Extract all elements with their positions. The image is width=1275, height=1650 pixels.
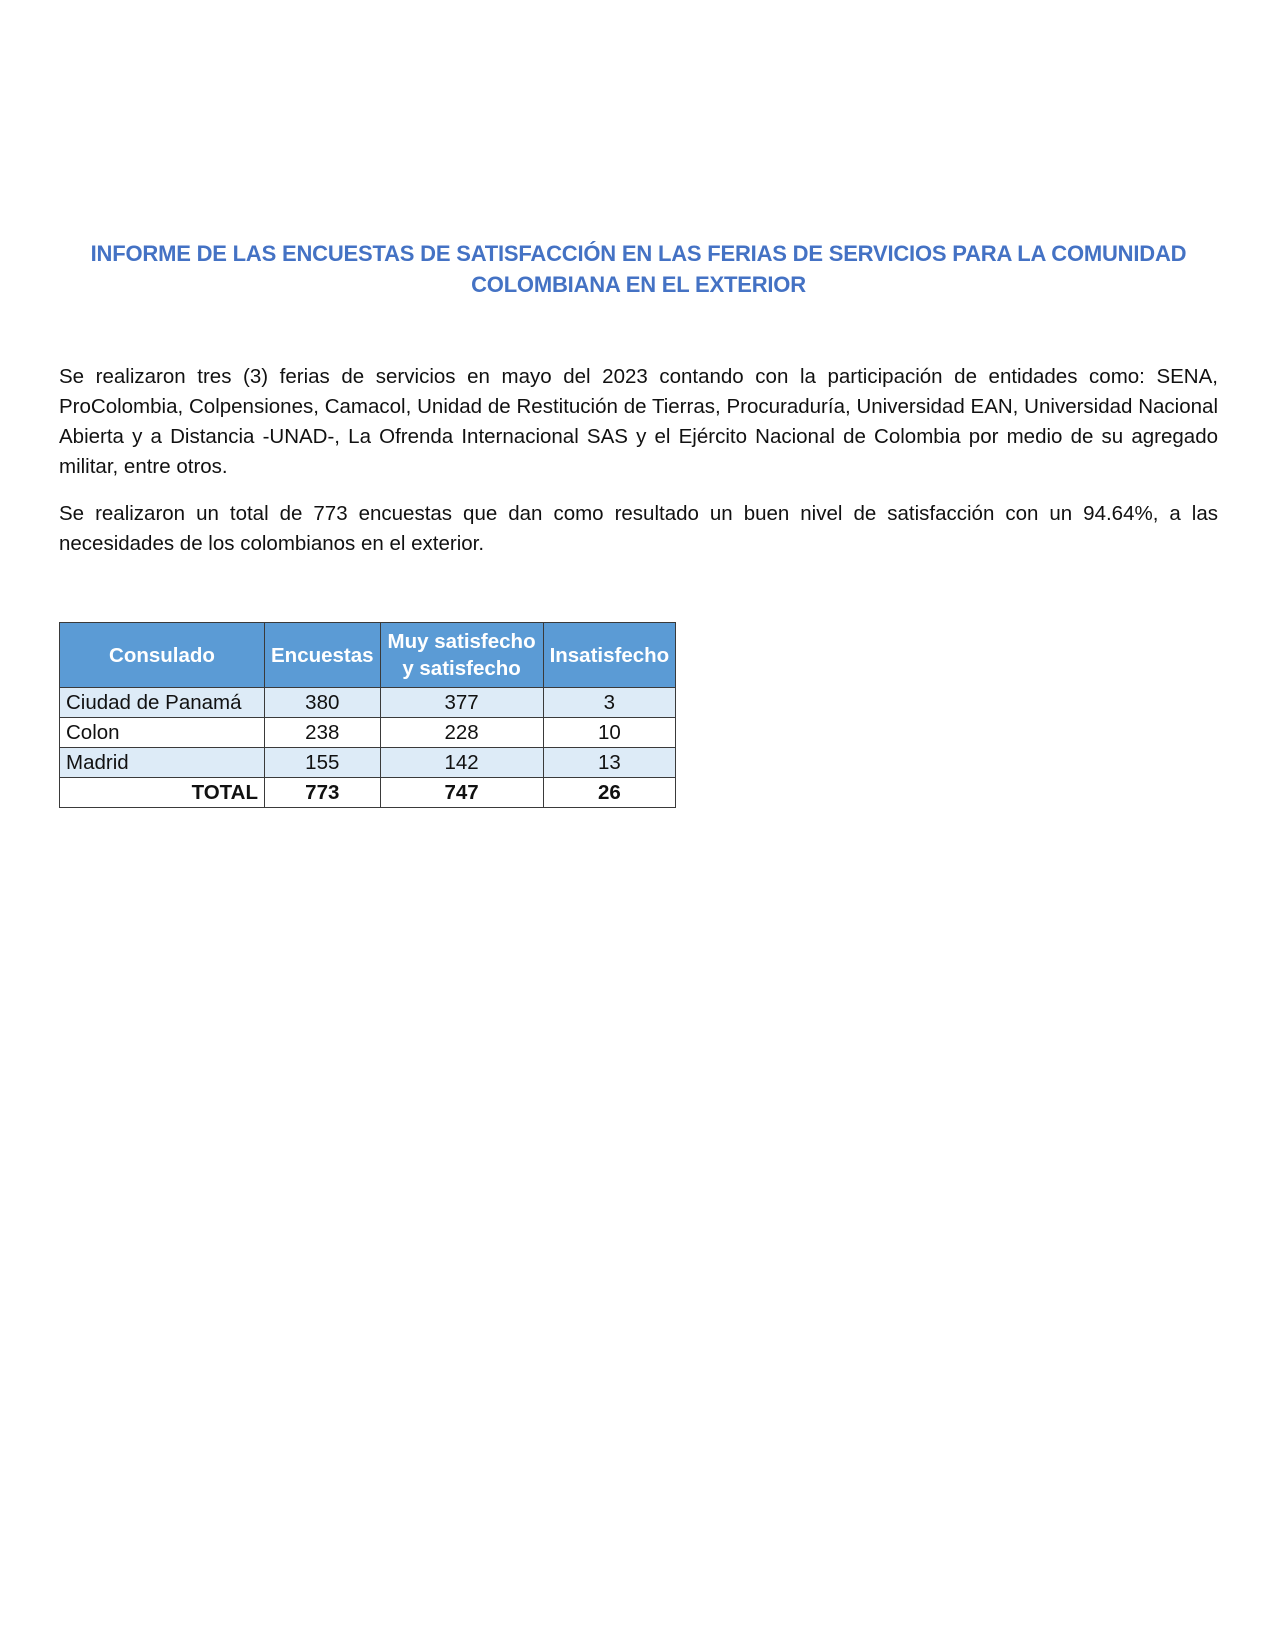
header-insatisfecho: Insatisfecho: [543, 623, 676, 688]
header-encuestas: Encuestas: [265, 623, 381, 688]
cell-consulado: Colon: [60, 718, 265, 748]
results-paragraph: Se realizaron un total de 773 encuestas que dan como resultado un buen nivel de satisfacción con un 94.64%, a las necesidades de los colombianos en el exterior.: [59, 502, 1218, 555]
header-consulado: Consulado: [60, 623, 265, 688]
total-satisfecho: 747: [380, 778, 543, 808]
cell-encuestas: 380: [265, 688, 381, 718]
cell-insatisfecho: 13: [543, 748, 676, 778]
table-row: [60, 748, 676, 778]
total-encuestas: 773: [265, 778, 381, 808]
cell-encuestas: 238: [265, 718, 381, 748]
cell-satisfecho: 377: [380, 688, 543, 718]
cell-consulado: Ciudad de Panamá: [60, 688, 265, 718]
table-row: [60, 718, 676, 748]
report-title-line-2: COLOMBIANA EN EL EXTERIOR: [471, 272, 806, 297]
total-insatisfecho: 26: [543, 778, 676, 808]
report-title: [59, 238, 1218, 300]
table-total-row: [60, 778, 676, 808]
header-satisfecho: Muy satisfecho y satisfecho: [380, 623, 543, 688]
intro-paragraph: Se realizaron tres (3) ferias de servicios en mayo del 2023 contando con la participación de entidades como: SENA, ProColombia, Colpensiones, Camacol, Unidad de Restitución de Tierras, Procuraduría, Universidad EAN, Universidad Nacional Abierta y a Distancia -UNAD-, La Ofrenda Internacional SAS y el Ejército Nacional de Colombia por medio de su agregado militar, entre otros.: [59, 365, 1218, 478]
report-title-line-1: INFORME DE LAS ENCUESTAS DE SATISFACCIÓN EN LAS FERIAS DE SERVICIOS PARA LA COMUNIDAD: [90, 241, 1187, 266]
survey-results-table: [59, 622, 676, 808]
cell-insatisfecho: 3: [543, 688, 676, 718]
cell-consulado: Madrid: [60, 748, 265, 778]
cell-insatisfecho: 10: [543, 718, 676, 748]
cell-encuestas: 155: [265, 748, 381, 778]
cell-satisfecho: 142: [380, 748, 543, 778]
table-row: [60, 688, 676, 718]
table-header-row: [60, 623, 676, 688]
cell-satisfecho: 228: [380, 718, 543, 748]
total-label: TOTAL: [60, 778, 265, 808]
